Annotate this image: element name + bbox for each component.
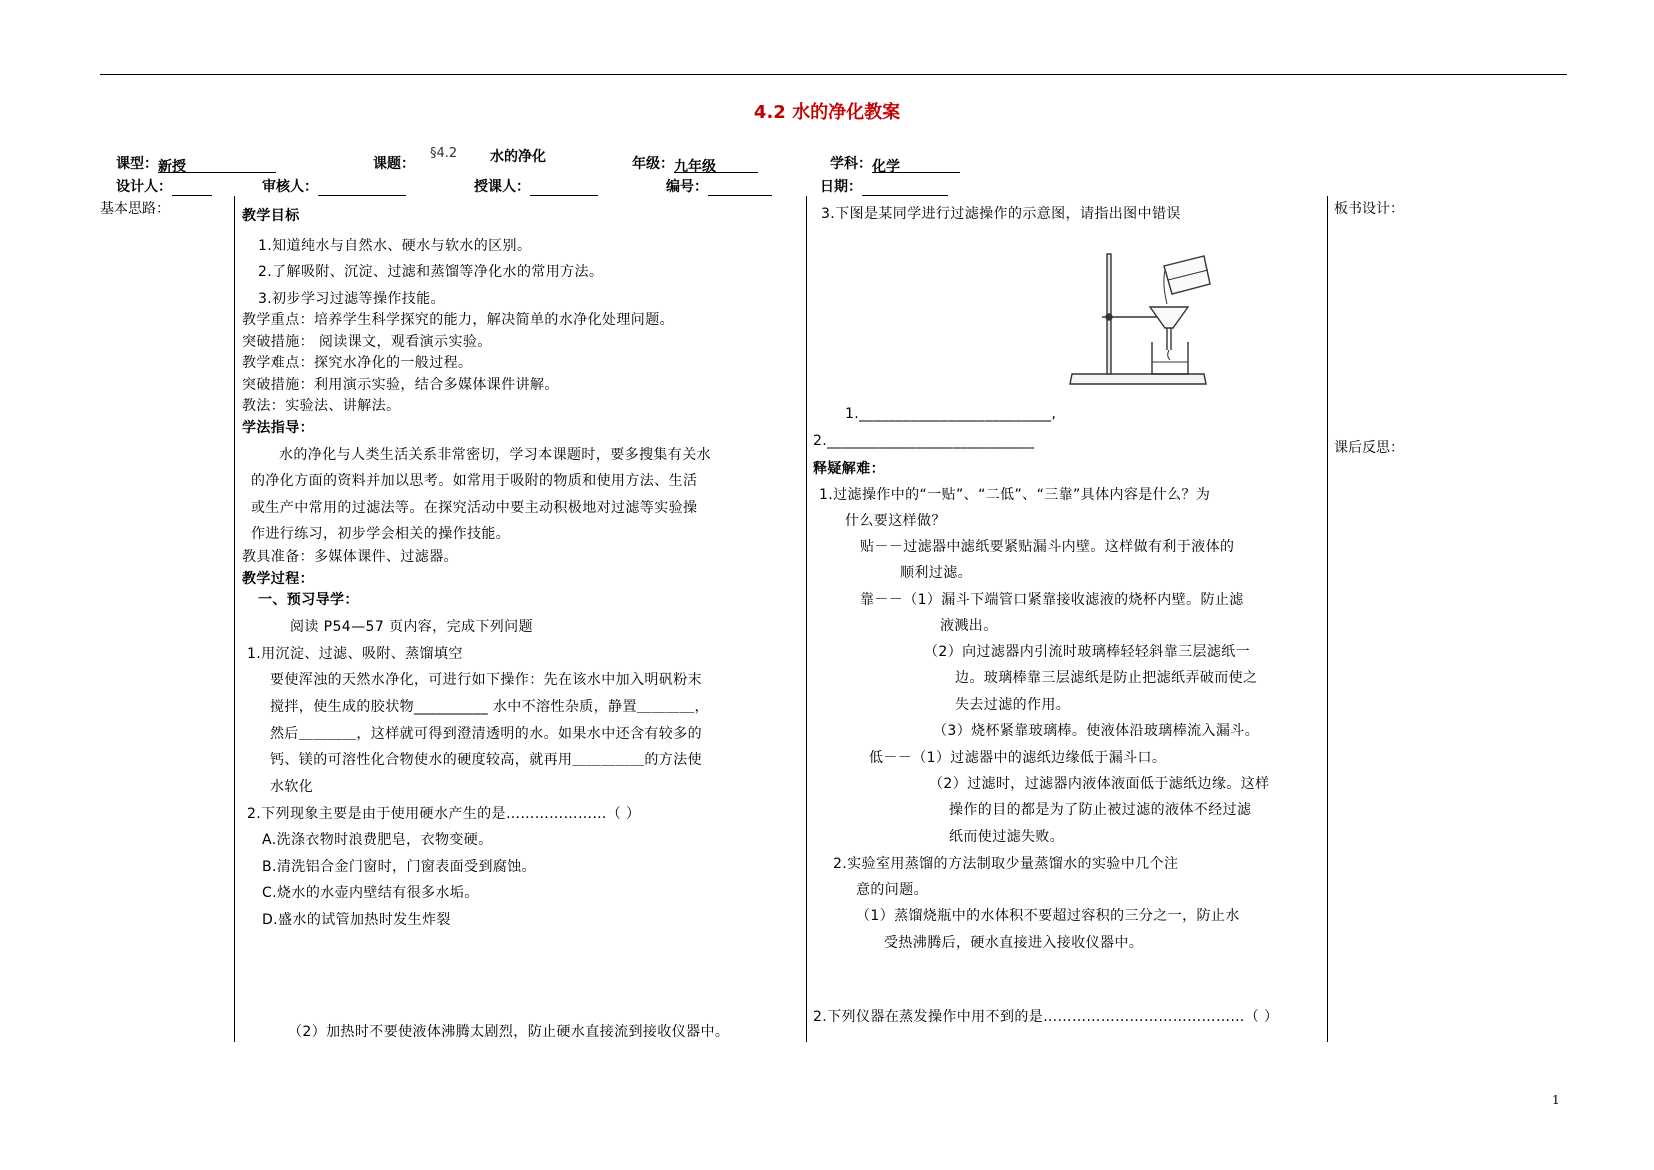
text-line: 纸而使过滤失败。	[949, 829, 1065, 845]
text-line: 受热沸腾后，硬水直接进入接收仪器中。	[884, 935, 1144, 951]
number-label: 编号：	[666, 179, 708, 195]
date-field	[820, 176, 948, 196]
text-line: 操作的目的都是为了防止被过滤的液体不经过滤	[949, 802, 1252, 818]
course-type-label: 课型：	[116, 156, 158, 172]
text-line: 要使浑浊的天然水净化，可进行如下操作：先在该水中加入明矾粉末	[270, 672, 702, 688]
text-line: 突破措施：利用演示实验，结合多媒体课件讲解。	[242, 377, 559, 393]
text-line: 边。玻璃棒靠三层滤纸是防止把滤纸弄破而使之	[955, 670, 1258, 686]
text-line: （2）加热时不要使液体沸腾太剧烈，防止硬水直接流到接收仪器中。	[288, 1024, 730, 1040]
text-line: （2）过滤时，过滤器内液体液面低于滤纸边缘。这样	[929, 776, 1270, 792]
text-line: D.盛水的试管加热时发生炸裂	[262, 912, 451, 928]
text-line: 2.下列仪器在蒸发操作中用不到的是……………………………………（ ）	[813, 1009, 1279, 1025]
text-line: 失去过滤的作用。	[955, 697, 1071, 713]
text-line: 2.了解吸附、沉淀、过滤和蒸馏等净化水的常用方法。	[258, 264, 604, 280]
section-heading: 教学目标	[242, 208, 300, 224]
text-line: A.洗涤衣物时浪费肥皂，衣物变硬。	[262, 832, 493, 848]
designer-label: 设计人：	[116, 179, 172, 195]
text-line: 水软化	[270, 779, 314, 795]
reviewer-field	[262, 176, 406, 196]
text-line: 3.初步学习过滤等操作技能。	[258, 291, 445, 307]
text-line: 阅读 P54—57 页内容，完成下列问题	[290, 619, 533, 635]
text-line: 教法：实验法、讲解法。	[242, 398, 401, 414]
answer-blank-1: 1.__________________________,	[845, 406, 1057, 422]
text-line: C.烧水的水壶内壁结有很多水垢。	[262, 885, 479, 901]
text-line: 水的净化与人类生活关系非常密切，学习本课题时，要多搜集有关水	[279, 447, 711, 463]
text-line: B.清洗铝合金门窗时，门窗表面受到腐蚀。	[262, 859, 537, 875]
topic-value: 水的净化	[490, 149, 546, 165]
topic-section: §4.2	[430, 146, 458, 161]
text-line: 的净化方面的资料并加以思考。如常用于吸附的物质和使用方法、生活	[251, 473, 698, 489]
column-divider	[1327, 196, 1328, 1042]
reflection-label: 课后反思：	[1334, 440, 1404, 456]
text-line: 钙、镁的可溶性化合物使水的硬度较高，就再用＿＿＿＿＿的方法使	[270, 752, 702, 768]
subject-value: 化学	[872, 156, 960, 173]
course-type-value: 新授	[158, 156, 276, 173]
designer-field	[116, 176, 212, 196]
text-line: 低－－（1）过滤器中的滤纸边缘低于漏斗口。	[869, 750, 1167, 766]
text-line: 突破措施： 阅读课文，观看演示实验。	[242, 334, 492, 350]
filtration-apparatus-diagram	[1062, 244, 1218, 404]
text-line: 搅拌，使生成的胶状物__________ 水中不溶性杂质，静置＿＿＿＿，	[270, 699, 709, 715]
column-divider	[234, 196, 235, 1042]
grade-label: 年级：	[632, 156, 674, 172]
text-line: 3.下图是某同学进行过滤操作的示意图，请指出图中错误	[821, 206, 1181, 222]
text-line: 什么要这样做？	[845, 513, 946, 529]
text-line: 靠－－（1）漏斗下端管口紧靠接收滤液的烧杯内壁。防止滤	[860, 592, 1244, 608]
text-line: 2.实验室用蒸馏的方法制取少量蒸馏水的实验中几个注	[833, 856, 1179, 872]
page-number: 1	[1552, 1093, 1560, 1107]
grade-value: 九年级	[674, 156, 758, 173]
text-line: 或生产中常用的过滤法等。在探究活动中要主动积极地对过滤等实验操	[251, 500, 698, 516]
subject-field	[830, 153, 960, 173]
text-line: 顺利过滤。	[900, 565, 972, 581]
number-field	[666, 176, 772, 196]
text-line: 2.下列现象主要是由于使用硬水产生的是…………………（ ）	[247, 806, 641, 822]
column-divider	[806, 196, 807, 1042]
text-line: 1.过滤操作中的“一贴”、“二低”、“三靠”具体内容是什么？为	[819, 487, 1211, 503]
text-line: 贴－－过滤器中滤纸要紧贴漏斗内壁。这样做有利于液体的	[860, 539, 1235, 555]
section-heading: 教学过程：	[242, 571, 314, 587]
teacher-label: 授课人：	[474, 179, 530, 195]
board-design-label: 板书设计：	[1334, 201, 1404, 217]
text-line: 教具准备：多媒体课件、过滤器。	[242, 549, 458, 565]
subject-label: 学科：	[830, 156, 872, 172]
text-line: 意的问题。	[856, 882, 928, 898]
text-line: （1）蒸馏烧瓶中的水体积不要超过容积的三分之一，防止水	[856, 908, 1240, 924]
text-line: 然后＿＿＿＿，这样就可得到澄清透明的水。如果水中还含有较多的	[270, 726, 702, 742]
text-line: 液溅出。	[940, 618, 998, 634]
section-heading: 学法指导：	[242, 420, 314, 436]
text-line: 作进行练习，初步学会相关的操作技能。	[251, 526, 511, 542]
topic-label: 课题：	[373, 156, 415, 172]
teacher-field	[474, 176, 598, 196]
basic-thinking-label: 基本思路：	[100, 201, 170, 217]
text-line: 教学难点：探究水净化的一般过程。	[242, 355, 473, 371]
text-line: 教学重点：培养学生科学探究的能力，解决简单的水净化处理问题。	[242, 312, 674, 328]
topic-field	[373, 153, 415, 173]
grade-field	[632, 153, 758, 173]
section-heading: 释疑解难：	[813, 461, 885, 477]
header-rule	[100, 74, 1567, 75]
document-title: 4.2 水的净化教案	[753, 102, 901, 123]
section-heading: 一、预习导学：	[258, 592, 359, 608]
text-line: 1.知道纯水与自然水、硬水与软水的区别。	[258, 238, 532, 254]
text-line: （3）烧杯紧靠玻璃棒。使液体沿玻璃棒流入漏斗。	[933, 723, 1260, 739]
answer-blank-2: 2.____________________________	[813, 433, 1035, 449]
date-label: 日期：	[820, 179, 862, 195]
course-type-field	[116, 153, 276, 173]
text-line: 1.用沉淀、过滤、吸附、蒸馏填空	[247, 646, 463, 662]
text-line: （2）向过滤器内引流时玻璃棒轻轻斜靠三层滤纸一	[924, 644, 1251, 660]
reviewer-label: 审核人：	[262, 179, 318, 195]
